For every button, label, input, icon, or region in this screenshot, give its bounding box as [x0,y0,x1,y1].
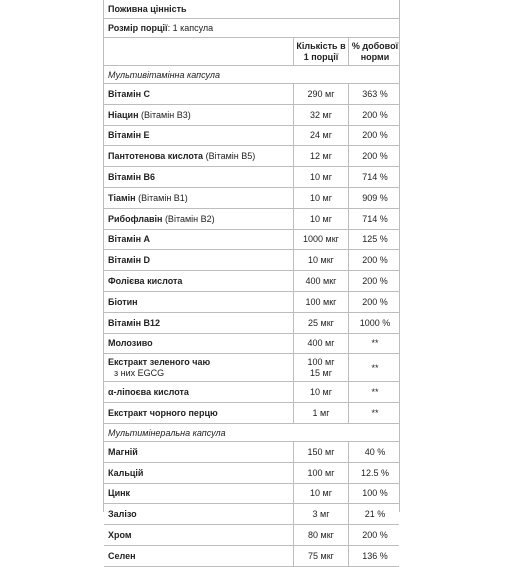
amount-column-header: Кількість в 1 порції [293,38,348,65]
amount-value: 10 мг [293,484,348,504]
daily-value: 200 % [348,105,401,125]
table-row [104,334,399,355]
amount-value: 10 мг [293,209,348,229]
amount-value: 290 мг [293,84,348,104]
table-row [104,382,399,403]
table-row [104,84,399,105]
nutrient-name-cell [104,84,293,104]
daily-value: 200 % [348,126,401,146]
nutrient-name: Фолієва кислота [108,276,183,287]
nutrient-name-cell [104,403,293,423]
nutrient-name: Екстракт чорного перцю [108,408,218,419]
nutrient-name-cell [104,250,293,270]
nutrient-name: α-ліпоєва кислота [108,387,189,398]
nutrient-name-cell [104,167,293,187]
nutrient-name-suffix: (Вітамін B5) [203,151,256,162]
table-title-row [104,0,399,19]
table-row [104,209,399,230]
nutrient-label [108,172,155,182]
nutrient-name: Магній [108,446,138,457]
nutrient-name: Біотин [108,296,138,307]
column-header-row [104,38,399,66]
table-row [104,403,399,424]
nutrient-name: Кальцій [108,467,144,478]
nutrient-label [108,318,160,328]
nutrient-name-cell [104,292,293,312]
section-row [104,424,399,442]
table-row [104,146,399,167]
nutrient-label [108,255,150,265]
nutrient-label [108,387,189,397]
daily-value: 200 % [348,525,401,545]
table-row [104,354,399,382]
daily-value: 200 % [348,292,401,312]
table-row [104,250,399,271]
nutrient-name: Вітамін B12 [108,317,161,328]
nutrient-label [108,110,191,120]
table-row [104,525,399,546]
nutrient-name: Ніацин [108,109,139,120]
nutrient-name-cell [104,334,293,354]
nutrient-label [108,530,132,540]
nutrient-name-cell [104,271,293,291]
nutrient-label [108,276,182,286]
nutrient-name-suffix: (Вітамін B3) [138,109,191,120]
amount-value: 10 мг [293,188,348,208]
nutrient-label [108,338,153,348]
daily-value: 12.5 % [348,463,401,483]
amount-value: 1000 мкг [293,230,348,250]
nutrient-name: Пантотенова кислота [108,151,204,162]
amount-sub-value: 15 мг [310,367,332,378]
table-title: Поживна цінність [108,4,187,14]
amount-value: 80 мкг [293,525,348,545]
nutrient-label [108,408,218,418]
nutrient-name: Вітамін E [108,130,150,141]
nutrient-name-cell [104,313,293,333]
nutrient-name: Залізо [108,509,137,520]
table-row [104,546,399,567]
daily-value: 125 % [348,230,401,250]
daily-value: 200 % [348,250,401,270]
amount-value: 1 мг [293,403,348,423]
section-title: Мультивітамінна капсула [108,69,220,80]
amount-value: 3 мг [293,504,348,524]
serving-size-row [104,19,399,38]
daily-value: 909 % [348,188,401,208]
nutrient-name: Вітамін D [108,255,151,266]
nutrient-label [108,151,255,161]
nutrient-label [108,130,150,140]
amount-value: 25 мкг [293,313,348,333]
nutrient-label [108,509,137,519]
nutrient-name: Екстракт зеленого чаю [108,356,211,367]
daily-value: 1000 % [348,313,401,333]
daily-value: 136 % [348,546,401,566]
daily-value: ** [348,354,401,381]
nutrition-facts-table [103,0,400,561]
daily-value: 21 % [348,504,401,524]
nutrient-name-cell [104,463,293,483]
nutrient-label [108,468,143,478]
nutrient-name-cell [104,484,293,504]
nutrient-label [108,234,150,244]
nutrient-name-cell [104,525,293,545]
daily-value: 100 % [348,484,401,504]
daily-value: 200 % [348,271,401,291]
nutrient-name: Вітамін A [108,234,151,245]
daily-value-column-header: % добової норми [348,38,401,65]
nutrient-label [108,89,150,99]
table-row [104,105,399,126]
nutrient-name: Хром [108,530,132,541]
nutrient-label [108,447,138,457]
nutrient-name: Вітамін B6 [108,172,156,183]
nutrient-label [108,488,130,498]
nutrient-name: Рибофлавін [108,213,163,224]
section-title: Мультимінеральна капсула [108,427,226,438]
nutrient-name: Цинк [108,488,131,499]
table-row [104,126,399,147]
amount-cell [293,354,348,381]
nutrient-name-cell [104,230,293,250]
table-row [104,504,399,525]
section-row [104,66,399,84]
nutrient-name-cell [104,126,293,146]
amount-value: 75 мкг [293,546,348,566]
nutrient-name-cell [104,382,293,402]
nutrient-label [108,214,215,224]
daily-value: ** [348,334,401,354]
nutrient-name: Молозиво [108,338,153,349]
amount-value: 32 мг [293,105,348,125]
table-row [104,230,399,251]
nutrient-name-cell [104,105,293,125]
daily-value: 714 % [348,209,401,229]
nutrient-name-cell [104,354,293,381]
amount-value: 100 мкг [293,292,348,312]
table-row [104,167,399,188]
amount-value: 10 мг [293,167,348,187]
nutrient-name-cell [104,146,293,166]
nutrient-name: Вітамін C [108,88,151,99]
daily-value: 363 % [348,84,401,104]
amount-value: 10 мг [293,382,348,402]
daily-value: ** [348,382,401,402]
serving-size-value: : 1 капсула [167,23,214,33]
table-row [104,442,399,463]
table-row [104,313,399,334]
daily-value: ** [348,403,401,423]
serving-size-label: Розмір порції [108,23,168,33]
amount-value: 10 мкг [293,250,348,270]
amount-value: 400 мг [293,334,348,354]
nutrient-name: Селен [108,550,136,561]
nutrient-name-cell [104,188,293,208]
daily-value: 200 % [348,146,401,166]
nutrient-name-cell [104,504,293,524]
amount-value: 400 мкг [293,271,348,291]
table-row [104,463,399,484]
amount-value: 100 мг [293,463,348,483]
amount-value: 12 мг [293,146,348,166]
table-row [104,271,399,292]
nutrient-label [108,193,188,203]
nutrient-name-cell [104,442,293,462]
nutrient-name-suffix: (Вітамін B2) [162,213,215,224]
nutrient-name-cell [104,209,293,229]
daily-value: 40 % [348,442,401,462]
table-row [104,484,399,505]
nutrient-name-suffix: (Вітамін B1) [135,192,188,203]
daily-value: 714 % [348,167,401,187]
amount-value: 100 мг [307,356,335,367]
nutrient-name: Тіамін [108,192,136,203]
nutrient-label [108,551,136,561]
amount-value: 24 мг [293,126,348,146]
table-row [104,292,399,313]
table-row [104,188,399,209]
amount-value: 150 мг [293,442,348,462]
nutrient-sub-name: з них EGCG [114,367,165,378]
nutrient-label [108,297,138,307]
nutrient-name-cell [104,546,293,566]
